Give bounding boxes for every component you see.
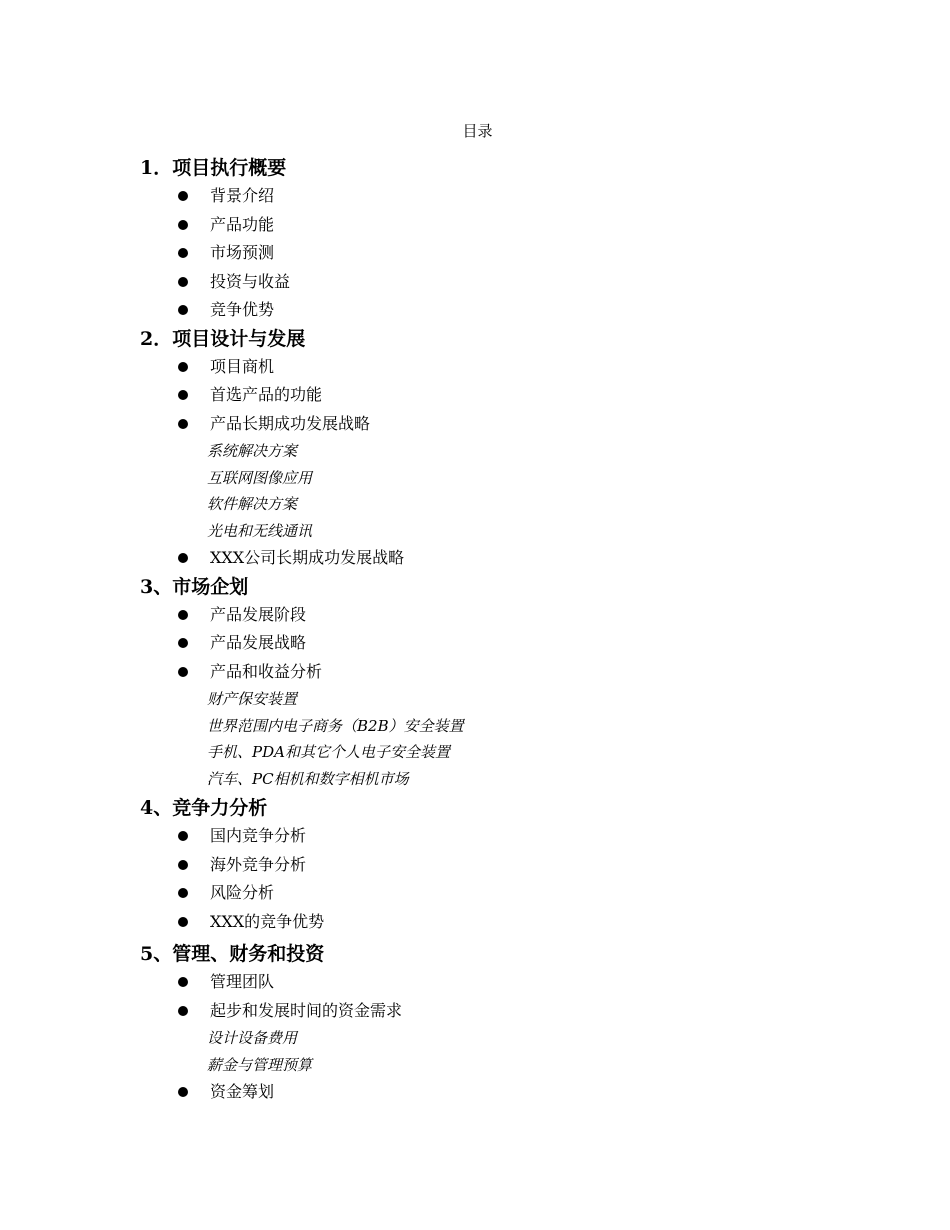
item-label: 起步和发展时间的资金需求	[210, 1000, 403, 1020]
item-label: 背景介绍	[210, 186, 275, 205]
bullet-icon	[178, 248, 188, 258]
bullet-icon	[178, 831, 188, 841]
toc-section	[140, 154, 900, 325]
sub-item: 手机、PDA和其它个人电子安全装置	[207, 743, 450, 761]
list-item	[140, 601, 900, 630]
sub-items	[140, 1025, 900, 1078]
section-items	[140, 601, 900, 793]
bullet-icon	[178, 277, 188, 287]
item-label: 产品长期成功发展战略	[210, 413, 371, 433]
list-item	[140, 268, 900, 297]
sub-item: 财产保安装置	[207, 690, 298, 708]
item-label: 竞争优势	[210, 300, 275, 319]
sub-item: 软件解决方案	[207, 495, 298, 513]
bullet-icon	[178, 638, 188, 648]
list-item	[140, 879, 900, 908]
item-label: 产品发展战略	[210, 633, 307, 652]
sub-item: 世界范围内电子商务（B2B）安全装置	[207, 716, 464, 735]
item-label: 国内竞争分析	[210, 826, 307, 845]
item-label: 产品和收益分析	[210, 661, 323, 681]
item-label: 市场预测	[210, 243, 275, 262]
bullet-icon	[178, 390, 188, 400]
list-item	[140, 658, 900, 687]
list-item	[140, 381, 900, 410]
item-label: 项目商机	[210, 356, 275, 376]
section-heading: 2．项目设计与发展	[140, 327, 306, 350]
list-item	[140, 410, 900, 439]
item-label: 海外竞争分析	[210, 854, 307, 874]
list-item	[140, 851, 900, 880]
section-heading: 4、竞争力分析	[140, 797, 268, 819]
section-items	[140, 182, 900, 325]
list-item	[140, 353, 900, 382]
list-item	[140, 182, 900, 211]
bullet-icon	[178, 610, 188, 620]
item-label: 首选产品的功能	[210, 385, 323, 404]
sub-item: 光电和无线通讯	[207, 521, 313, 540]
bullet-icon	[178, 191, 188, 201]
item-label: 产品功能	[210, 214, 275, 234]
sub-item: 汽车、PC相机和数字相机市场	[207, 769, 409, 788]
bullet-icon	[178, 977, 188, 987]
list-item	[140, 822, 900, 851]
list-item	[140, 968, 900, 997]
item-label: XXX公司长期成功发展战略	[210, 548, 405, 567]
section-items	[140, 968, 900, 1107]
sub-item: 互联网图像应用	[207, 468, 313, 487]
list-item	[140, 1078, 900, 1107]
item-label: 管理团队	[210, 972, 275, 991]
item-label: XXX的竞争优势	[210, 911, 325, 931]
toc-section	[140, 325, 900, 573]
section-heading: 1．项目执行概要	[140, 157, 287, 179]
list-item	[140, 211, 900, 240]
list-item	[140, 544, 900, 573]
bullet-icon	[178, 1006, 188, 1016]
sub-items	[140, 686, 900, 792]
section-heading: 5、管理、财务和投资	[140, 943, 325, 965]
toc-sections	[140, 154, 900, 1107]
toc-section	[140, 573, 900, 793]
bullet-icon	[178, 220, 188, 230]
bullet-icon	[178, 419, 188, 429]
sub-item: 系统解决方案	[207, 442, 298, 460]
item-label: 投资与收益	[210, 271, 291, 291]
item-label: 产品发展阶段	[210, 604, 307, 624]
bullet-icon	[178, 362, 188, 372]
bullet-icon	[178, 305, 188, 315]
list-item	[140, 629, 900, 658]
bullet-icon	[178, 553, 188, 563]
section-items	[140, 822, 900, 936]
sub-items	[140, 438, 900, 544]
sub-item: 设计设备费用	[207, 1029, 298, 1047]
item-label: 风险分析	[210, 883, 275, 902]
list-item	[140, 997, 900, 1026]
bullet-icon	[178, 1087, 188, 1097]
item-label: 资金筹划	[210, 1082, 275, 1101]
bullet-icon	[178, 860, 188, 870]
sub-item: 薪金与管理预算	[207, 1055, 313, 1074]
list-item	[140, 239, 900, 268]
section-items	[140, 353, 900, 573]
bullet-icon	[178, 667, 188, 677]
toc-title: 目录	[462, 122, 493, 140]
toc-section	[140, 940, 900, 1107]
list-item	[140, 296, 900, 325]
toc-section	[140, 794, 900, 936]
bullet-icon	[178, 917, 188, 927]
bullet-icon	[178, 888, 188, 898]
list-item	[140, 908, 900, 937]
section-heading: 3、市场企划	[140, 575, 249, 598]
